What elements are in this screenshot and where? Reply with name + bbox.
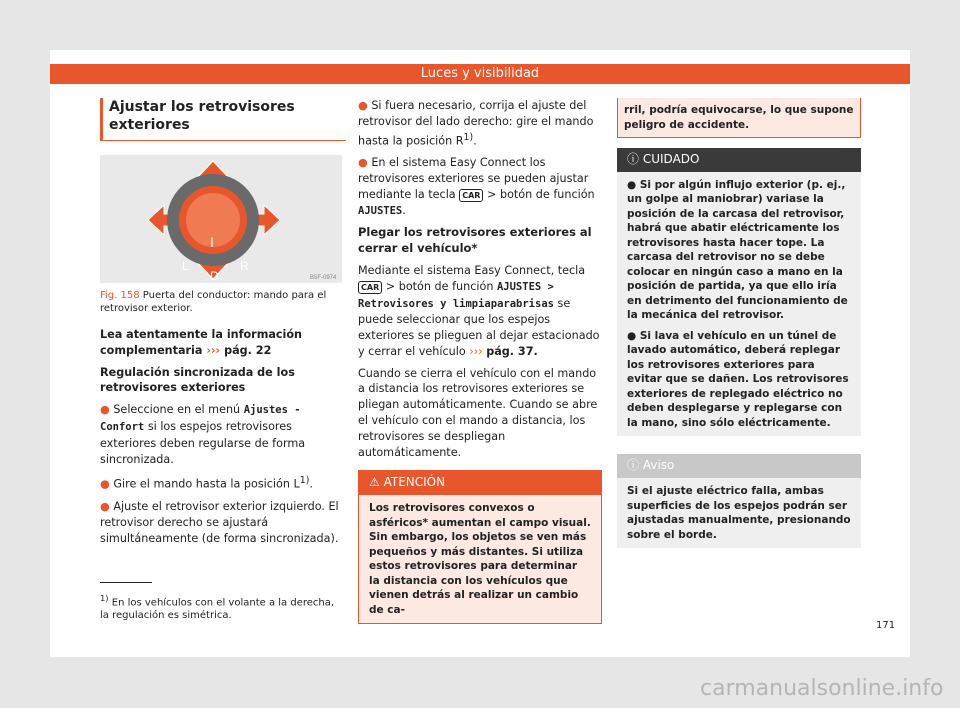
book-icon: ››› <box>469 344 483 358</box>
sub-heading: Regulación sincronizada de los retrovisores exteriores <box>100 365 295 395</box>
knob-label-r: R <box>240 259 249 273</box>
footnote-text: En los vehículos con el volante a la derecha, la regulación es simétrica. <box>100 597 335 622</box>
bullet-1 <box>100 402 346 467</box>
bullet-icon: ● <box>100 478 110 492</box>
fold-para-pre: Mediante el sistema Easy Connect, tecla <box>358 263 586 277</box>
warning-icon: ⚠ <box>369 475 380 490</box>
warning-continuation: rril, podría equivocarse, lo que supone peligro de accidente. <box>617 98 861 138</box>
section-header <box>50 64 910 84</box>
bullet-easy-pre: En el sistema Easy Connect los retrovisores exteriores se pueden ajustar mediante la tecla <box>358 156 589 201</box>
warning-header <box>359 471 601 495</box>
bullet-easy-mid: > botón de función <box>487 187 595 201</box>
bullet-2: ● Gire el mando hasta la posición $L^{1)}$. <box>100 475 313 492</box>
car-key-icon: CAR <box>358 281 382 294</box>
section-heading: Ajustar los retrovisores exteriores <box>100 98 346 141</box>
bullet-icon: ● <box>358 156 368 170</box>
knob-label-d: D <box>210 269 219 283</box>
bullet-1-post: si los espejos retrovisores exteriores deben regularse de forma sincronizada. <box>100 419 306 466</box>
footnote-marker: 1) <box>463 131 474 143</box>
bullet-icon: ● <box>358 99 368 112</box>
page-number: 171 <box>876 620 896 631</box>
auto-fold-para: Cuando se cierra el vehículo con el mando a distancia los retrovisores exteriores se pliegan automáticamente. Cuando se abre el vehículo con el mando a distancia, los retrovisores se despliegan automáticamente. <box>358 366 598 459</box>
bullet-2-text: Gire el mando hasta la posición L <box>113 478 300 492</box>
caution-title: CUIDADO <box>642 152 700 166</box>
caution-body <box>617 172 861 437</box>
footnote <box>100 592 346 622</box>
bullet-3 <box>100 499 346 546</box>
fold-heading: Plegar los retrovisores exteriores al cerrar el vehículo* <box>358 225 592 256</box>
column-2 <box>358 98 602 624</box>
fold-para-post: se puede seleccionar que los espejos exteriores se plieguen al dejar estacionado y cerrar el vehículo <box>358 296 600 358</box>
warning-box <box>358 470 602 624</box>
bullet-r: ● Si fuera necesario, corrija el ajuste del retrovisor del lado derecho: gire el mando hasta la posición $R^{1)}$. <box>358 99 594 148</box>
read-note-ref[interactable]: pág. 22 <box>224 343 272 357</box>
figure-label: Fig. 158 <box>100 290 140 301</box>
footnote-mark: 1) <box>100 593 109 603</box>
column-3 <box>617 98 861 548</box>
menu-ajustes: AJUSTES <box>358 204 403 217</box>
warning-body: Los retrovisores convexos o asféricos* aumentan el campo visual. Sin embargo, los objetos se ven más pequeños y más distantes. Si utiliza estos retrovisores para determinar la distancia con los vehículos que vienen detrás al realizar un cambio de ca- <box>359 495 601 623</box>
knob-label-i: I <box>210 234 214 250</box>
read-note <box>100 327 346 359</box>
read-note-text: Lea atentamente la información complementaria <box>100 328 303 357</box>
bullet-1-pre: Seleccione en el menú <box>113 403 241 417</box>
mirror-knob-illustration <box>100 155 342 283</box>
warning-title: ATENCIÓN <box>383 475 446 490</box>
caution-bullet-2: ● Si lava el vehículo en un túnel de lavado automático, deberá replegar los retrovisores exteriores para evitar que se dañen. Los retrovisores exteriores de replegado eléctrico no deben desplegarse y replegarse con la mano, sino sólo eléctricamente. <box>627 329 849 429</box>
fold-para <box>358 263 602 360</box>
bullet-r-text: Si fuera necesario, corrija el ajuste del retrovisor del lado derecho: gire el mando hasta la posición R <box>358 99 594 148</box>
fold-para-mid: > botón de función <box>385 279 494 293</box>
caution-bullet-1: ● Si por algún influjo exterior (p. ej., un golpe al maniobrar) variase la posición de la carcasa del retrovisor, habrá que abatir eléctricamente los retrovisores hasta hacer tope. La carcasa del retrovisor no se debe colocar en ningún caso a mano en la posición de partida, ya que ello iría en detrimento del funcionamiento de la mecánica del retrovisor. <box>627 178 848 322</box>
info-icon: ⓘ <box>627 152 640 166</box>
bullet-easy: ● En el sistema Easy Connect los retrovisores exteriores se pueden ajustar mediante la tecla CAR > botón de función AJUSTES. <box>358 156 595 217</box>
notice-icon: ⓘ <box>627 458 640 473</box>
bullet-3-text: Ajuste el retrovisor exterior izquierdo. El retrovisor derecho se ajustará simultáneamente (de forma sincronizada). <box>100 499 339 545</box>
figure-caption-text: Puerta del conductor: mando para el retrovisor exterior. <box>100 290 327 314</box>
menu-path: Ajustes - Confort <box>100 404 301 433</box>
column-1 <box>100 98 346 552</box>
caution-bullet-2-text: Si lava el vehículo en un túnel de lavado automático, deberá replegar los retrovisores exteriores para evitar que se dañen. Los retrovisores exteriores de replegado eléctrico no deben desplegarse y replegarse con la mano, sino sólo eléctricamente. <box>627 329 849 429</box>
footnote-marker: 1) <box>299 475 310 487</box>
fold-para-ref[interactable]: pág. 37. <box>486 344 538 358</box>
caution-header <box>617 148 861 172</box>
bullet-icon: ● <box>100 403 110 417</box>
knob-label-l: L <box>182 259 189 273</box>
notice-header <box>617 454 861 478</box>
figure-mirror-control <box>100 155 342 283</box>
bullet-icon: ● <box>100 499 110 513</box>
notice-title: Aviso <box>642 458 675 473</box>
watermark: carmanualsonline.info <box>700 676 944 701</box>
book-icon: ››› <box>206 343 221 357</box>
car-key-icon: CAR <box>459 189 483 202</box>
footnote-rule <box>100 582 152 583</box>
menu-retrovisores: AJUSTES > Retrovisores y limpiaparabrisas <box>358 280 554 310</box>
figure-code: B5F-0974 <box>310 275 337 281</box>
figure-caption <box>100 289 346 315</box>
notice-body: Si el ajuste eléctrico falla, ambas superficies de los espejos podrán ser ajustadas manualmente, presionando sobre el borde. <box>617 478 861 548</box>
section-title: Luces y visibilidad <box>420 66 540 81</box>
caution-bullet-1-text: Si por algún influjo exterior (p. ej., un golpe al maniobrar) variase la posición de la carcasa del retrovisor, habrá que abatir eléctricamente los retrovisores hasta hacer tope. La carcasa del retrovisor no se debe colocar en ningún caso a mano en la posición de partida, ya que ello iría en detrimento del funcionamiento de la mecánica del retrovisor. <box>627 178 848 322</box>
